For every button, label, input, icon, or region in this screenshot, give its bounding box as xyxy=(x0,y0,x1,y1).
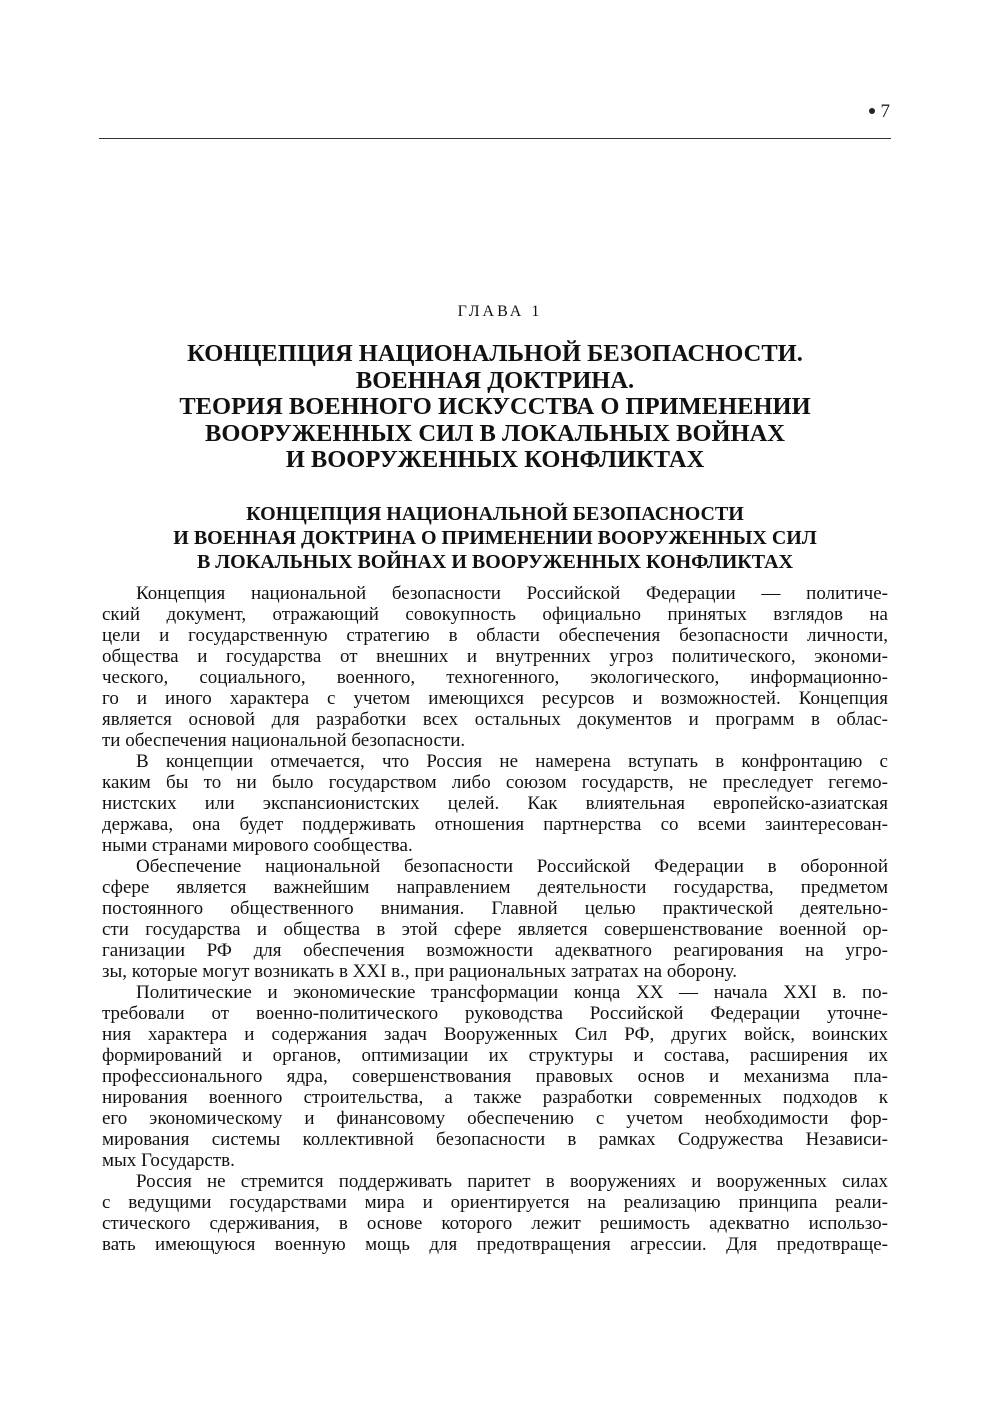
header-rule xyxy=(99,138,891,139)
bullet-icon xyxy=(869,108,875,114)
paragraph-line: В концепции отмечается, что Россия не намерена вступать в конфронтацию с xyxy=(136,751,888,772)
paragraph-line: ния характера и содержания задач Вооруженных Сил РФ, других войск, воинских xyxy=(102,1024,888,1045)
section-title-line: В ЛОКАЛЬНЫХ ВОЙНАХ И ВООРУЖЕННЫХ КОНФЛИКТАХ xyxy=(196,551,794,573)
paragraph-line: Россия не стремится поддерживать паритет в вооружениях и вооруженных силах xyxy=(136,1171,888,1192)
paragraph-line: ганизации РФ для обеспечения возможности адекватного реагирования на угро- xyxy=(102,940,888,961)
paragraph-line: мых Государств. xyxy=(102,1150,235,1171)
chapter-title-line: КОНЦЕПЦИЯ НАЦИОНАЛЬНОЙ БЕЗОПАСНОСТИ. xyxy=(187,340,803,367)
paragraph-line: цели и государственную стратегию в области обеспечения безопасности личности, xyxy=(102,625,888,646)
paragraph xyxy=(102,1171,888,1255)
paragraph-line: является основой для разработки всех остальных документов и программ в облас- xyxy=(102,709,888,730)
chapter-label: ГЛАВА 1 xyxy=(457,303,543,320)
body-text xyxy=(102,583,888,1255)
paragraph-line: мирования системы коллективной безопасности в рамках Содружества Независи- xyxy=(102,1129,888,1150)
chapter-title-line: ВОЕННАЯ ДОКТРИНА. xyxy=(355,366,635,394)
paragraph-line: каким бы то ни было государством либо союзом государств, не преследует гегемо- xyxy=(102,772,888,793)
section-title xyxy=(100,502,890,574)
chapter-title-line: ВООРУЖЕННЫХ СИЛ В ЛОКАЛЬНЫХ ВОЙНАХ xyxy=(205,419,785,447)
paragraph-line: го и иного характера с учетом имеющихся ресурсов и возможностей. Концепция xyxy=(102,688,888,709)
paragraph-line: ными странами мирового сообщества. xyxy=(102,835,413,856)
paragraph-line: с ведущими государствами мира и ориентируется на реализацию принципа реали- xyxy=(102,1192,888,1213)
paragraph xyxy=(102,583,888,751)
paragraph xyxy=(102,856,888,982)
chapter-title xyxy=(100,341,890,474)
paragraph-line: ческого, социального, военного, техногенного, экологического, информационно- xyxy=(102,667,888,688)
paragraph-line: вать имеющуюся военную мощь для предотвращения агрессии. Для предотвраще- xyxy=(102,1234,888,1255)
paragraph-line: требовали от военно-политического руководства Российской Федерации уточне- xyxy=(102,1003,888,1024)
paragraph xyxy=(102,751,888,856)
paragraph-line: нирования военного строительства, а также разработки современных подходов к xyxy=(102,1087,888,1108)
paragraph-line: постоянного общественного внимания. Главной целью практической деятельно- xyxy=(102,898,888,919)
paragraph-line: его экономическому и финансовому обеспечению с учетом необходимости фор- xyxy=(102,1108,888,1129)
paragraph-line: сти государства и общества в этой сфере является совершенствование военной ор- xyxy=(102,919,888,940)
paragraph-line: общества и государства от внешних и внутренних угроз политического, экономи- xyxy=(102,646,888,667)
paragraph-line: формирований и органов, оптимизации их структуры и состава, расширения их xyxy=(102,1045,888,1066)
chapter-title-line: ТЕОРИЯ ВОЕННОГО ИСКУССТВА О ПРИМЕНЕНИИ xyxy=(179,393,811,420)
paragraph-line: ский документ, отражающий совокупность официально принятых взглядов на xyxy=(102,604,888,625)
paragraph-line: ти обеспечения национальной безопасности. xyxy=(102,730,466,751)
paragraph-line: Обеспечение национальной безопасности Российской Федерации в оборонной xyxy=(136,856,888,877)
paragraph-line: стического сдерживания, в основе которого лежит решимость адекватно использо- xyxy=(102,1213,888,1234)
section-title-line: И ВОЕННАЯ ДОКТРИНА О ПРИМЕНЕНИИ ВООРУЖЕННЫХ СИЛ xyxy=(173,527,817,549)
page-number xyxy=(869,101,891,123)
page-number-value: 7 xyxy=(880,101,890,122)
paragraph xyxy=(102,982,888,1171)
chapter-title-line: И ВООРУЖЕННЫХ КОНФЛИКТАХ xyxy=(285,446,705,473)
paragraph-line: держава, она будет поддерживать отношения партнерства со всеми заинтересован- xyxy=(102,814,888,835)
paragraph-line: сфере является важнейшим направлением деятельности государства, предметом xyxy=(102,877,888,898)
paragraph-line: Концепция национальной безопасности Российской Федерации — политиче- xyxy=(136,583,888,604)
paragraph-line: нистских или экспансионистских целей. Как влиятельная европейско-азиатская xyxy=(102,793,888,814)
section-title-line: КОНЦЕПЦИЯ НАЦИОНАЛЬНОЙ БЕЗОПАСНОСТИ xyxy=(246,503,744,525)
paragraph-line: Политические и экономические трансформации конца XX — начала XXI в. по- xyxy=(136,982,888,1003)
paragraph-line: профессионального ядра, совершенствования правовых основ и механизма пла- xyxy=(102,1066,888,1087)
paragraph-line: зы, которые могут возникать в XXI в., при рациональных затратах на оборону. xyxy=(102,961,738,982)
